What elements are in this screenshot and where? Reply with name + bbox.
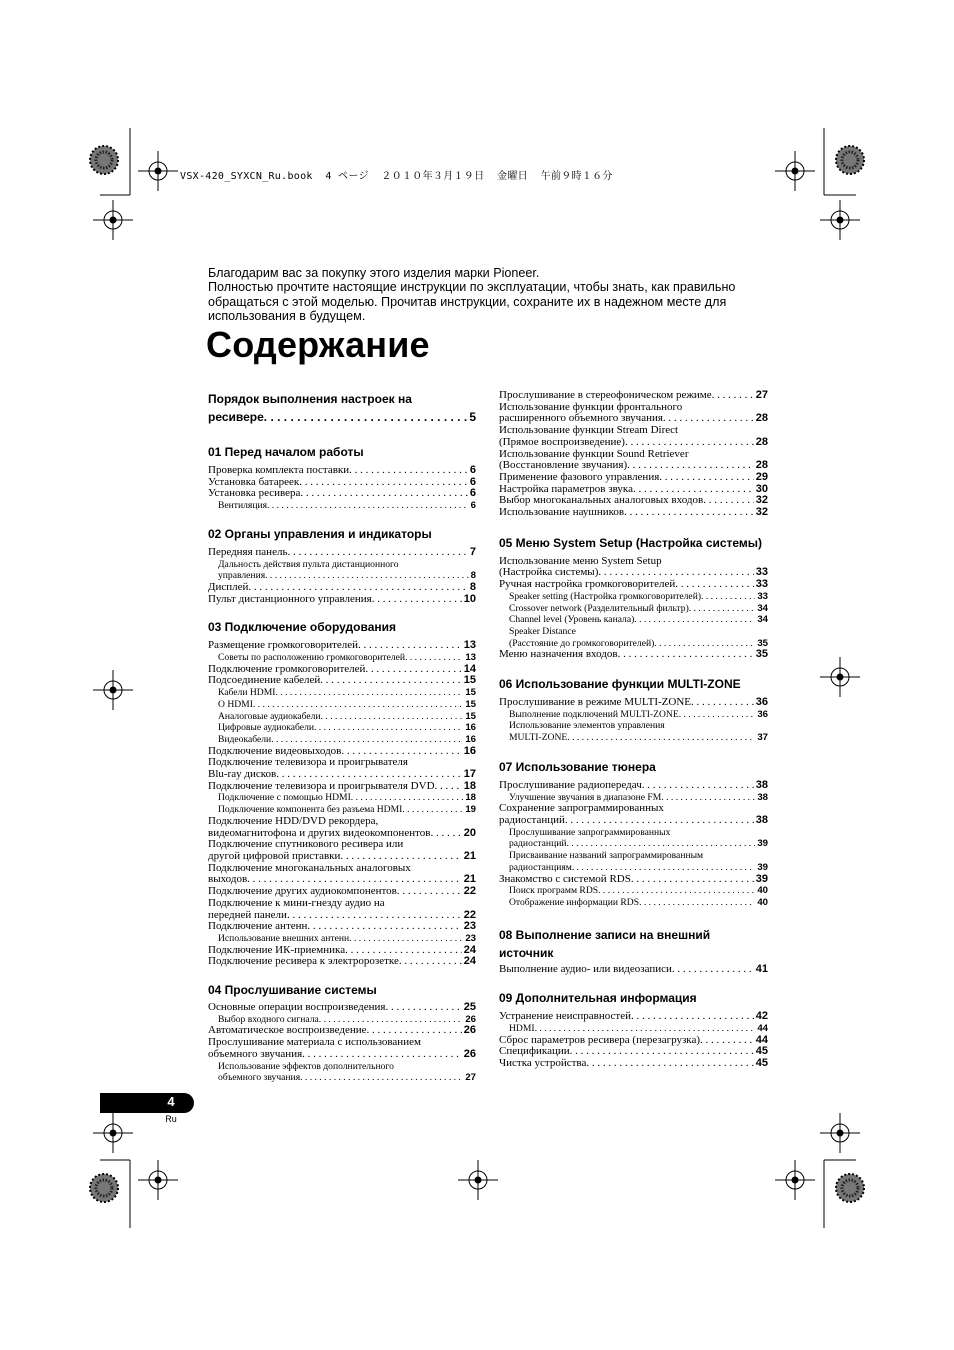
section-title-06: 06 Использование функции MULTI-ZONE xyxy=(499,677,741,692)
section-title-09: 09 Дополнительная информация xyxy=(499,991,697,1006)
toc-entry[interactable]: Меню назначения входов . . . 35 xyxy=(499,649,768,661)
toc-entry[interactable]: Подключение антенн . . . 23 xyxy=(208,921,476,933)
toc-subentry[interactable]: Channel level (Уровень канала) . . . 34 xyxy=(499,614,768,626)
section-title-08: 08 Выполнение записи на внешний xyxy=(499,927,711,942)
toc-entry[interactable]: Подключение громкоговорителей . . . 14 xyxy=(208,664,476,676)
toc-subentry[interactable]: Crossover network (Разделительный фильтр) . . . 34 xyxy=(499,603,768,615)
crosshair-icon xyxy=(93,1113,133,1153)
toc-entry[interactable]: Дисплей . . . 8 xyxy=(208,582,476,594)
registration-dial-icon xyxy=(90,146,118,174)
registration-dial-icon xyxy=(90,1174,118,1202)
toc-subentry[interactable]: Аналоговые аудиокабели . . . 15 xyxy=(208,711,476,723)
toc-entry[interactable]: объемного звучания . . . 26 xyxy=(208,1049,476,1061)
toc-entry[interactable]: Размещение громкоговорителей . . . 13 xyxy=(208,640,476,652)
toc-lead-title: Порядок выполнения настроек на xyxy=(208,392,412,406)
toc-entry[interactable]: (Настройка системы) . . . 33 xyxy=(499,567,768,579)
section-title-01: 01 Перед началом работы xyxy=(208,445,364,459)
section-title-05: 05 Меню System Setup (Настройка системы) xyxy=(499,535,763,550)
toc-entry[interactable]: Установка батареек . . . 6 xyxy=(208,477,476,489)
crosshair-icon xyxy=(93,200,133,240)
toc-subentry[interactable]: Выполнение подключений MULTI-ZONE . . . 36 xyxy=(499,709,768,721)
toc-entry[interactable]: Прослушивание в режиме MULTI-ZONE . . . 36 xyxy=(499,697,768,709)
section-title-02: 02 Органы управления и индикаторы xyxy=(208,526,432,541)
toc-entry[interactable]: Настройка параметров звука . . . 30 xyxy=(499,484,768,496)
toc-entry[interactable]: Установка ресивера . . . 6 xyxy=(208,488,476,500)
toc-entry[interactable]: Выполнение аудио- или видеозаписи . . . 41 xyxy=(499,964,768,976)
section-title-08-cont: источник xyxy=(499,945,554,960)
crosshair-icon xyxy=(458,1160,498,1200)
toc-entry[interactable]: Подсоединение кабелей . . . 15 xyxy=(208,675,476,687)
toc-subentry[interactable]: О HDMI . . . 15 xyxy=(208,699,476,711)
toc-subentry[interactable]: Вентиляция . . . 6 xyxy=(208,500,476,512)
crosshair-icon xyxy=(138,1160,178,1200)
toc-lead-entry[interactable]: ресивере . . . 5 xyxy=(208,408,476,426)
toc-subentry[interactable]: Выбор входного сигнала . . . 26 xyxy=(208,1014,476,1026)
page-language: Ru xyxy=(165,1114,177,1124)
toc-entry[interactable]: Прослушивание радиопередач . . . 38 xyxy=(499,780,768,792)
toc-entry[interactable]: Blu-ray дисков . . . 17 xyxy=(208,769,476,781)
toc-entry[interactable]: Выбор многоканальных аналоговых входов . . . 32 xyxy=(499,495,768,507)
toc-subentry[interactable]: Подключение компонента без разъема HDMI . . . 19 xyxy=(208,804,476,816)
section-title-07: 07 Использование тюнера xyxy=(499,759,656,774)
crosshair-icon xyxy=(138,151,178,191)
toc-subentry[interactable]: Видеокабели . . . 16 xyxy=(208,734,476,746)
crosshair-icon xyxy=(775,1160,815,1200)
crosshair-icon xyxy=(775,151,815,191)
crosshair-icon xyxy=(820,657,860,697)
section-title-03: 03 Подключение оборудования xyxy=(208,620,397,635)
toc-entry[interactable]: Подключение других аудиокомпонентов . . . 22 xyxy=(208,886,476,898)
toc-entry[interactable]: передней панели . . . 22 xyxy=(208,910,476,922)
toc-entry[interactable]: Использование наушников . . . 32 xyxy=(499,507,768,519)
toc-entry[interactable]: расширенного объемного звучания . . . 28 xyxy=(499,413,768,425)
registration-dial-icon xyxy=(836,1174,864,1202)
toc-entry[interactable]: Применение фазового управления . . . 29 xyxy=(499,472,768,484)
page-number: 4 xyxy=(167,1094,175,1109)
toc-subentry[interactable]: Поиск программ RDS . . . 40 xyxy=(499,885,768,897)
toc-subentry[interactable]: Подключение с помощью HDMI . . . 18 xyxy=(208,792,476,804)
toc-subentry[interactable]: управления . . . 8 xyxy=(208,570,476,582)
toc-entry[interactable]: (Прямое воспроизведение) . . . 28 xyxy=(499,437,768,449)
toc-subentry[interactable]: объемного звучания . . . 27 xyxy=(208,1072,476,1084)
toc-subentry[interactable]: (Расстояние до громкоговорителей) . . . 35 xyxy=(499,638,768,650)
toc-entry[interactable]: радиостанций . . . 38 xyxy=(499,815,768,827)
intro-text: Благодарим вас за покупку этого изделия марки Pioneer. Полностью прочтите настоящие инструкции по эксплуатации, чтобы знать, как правильно обращаться с этой моделью. Прочитав инструкции, сохраните их в надежном месте для использования в будущем. xyxy=(208,266,736,324)
toc-subentry[interactable]: Кабели HDMI . . . 15 xyxy=(208,687,476,699)
crosshair-icon xyxy=(820,200,860,240)
crosshair-icon xyxy=(820,1113,860,1153)
toc-entry[interactable]: Подключение телевизора и проигрывателя DVD . . . 18 xyxy=(208,781,476,793)
toc-entry[interactable]: выходов . . . 21 xyxy=(208,874,476,886)
toc-entry[interactable]: Подключение ИК-приемника . . . 24 xyxy=(208,945,476,957)
toc-entry[interactable]: Ручная настройка громкоговорителей . . . 33 xyxy=(499,579,768,591)
toc-entry[interactable]: видеомагнитофона и других видеокомпонентов . . . 20 xyxy=(208,828,476,840)
toc-entry[interactable]: Пульт дистанционного управления . . . 10 xyxy=(208,594,476,606)
toc-entry[interactable]: Чистка устройства . . . 45 xyxy=(499,1058,768,1070)
toc-column-right: Прослушивание в стереофоническом режиме . . . 27 Использование функции фронтального расширенного объемного звучания . . . 28 Использование функции Stream Direct (Прямое воспроизведение) . . . 28 Использование функции Sound Retriever (Восстановление звучания) . . . 28 Применение фазового управления . . . 29 Настройка параметров звука . . . 30 Выбор многоканальных аналоговых входов . . . 32 Использование наушников . . . 32 05 Меню System Setup (Настройка системы) Использование меню System Setup (Настройка системы) . . . 33 Ручная настройка громкоговорителей . . . 33 Speaker setting (Настройка громкоговорителей) . . . 33 Crossover network (Разделительный фильтр) . . . 34 Channel level (Уровень канала) . . . 34 Speaker Distance (Расстояние до громкоговорителей) . . . 35 Меню назначения входов . . . 35 06 Использование функции MULTI-ZONE Прослушивание в режиме MULTI-ZONE . . . 36 Выполнение подключений MULTI-ZONE . . . 36 Использование элементов управления MULTI-ZONE . . . 37 07 Использование тюнера Прослушивание радиопередач . . . 38 Улучшение звучания в диапазоне FM . . . 38 Сохранение запрограммированных радиостанций . . . 38 Прослушивание запрограммированных радиостанций . . . 39 Присваивание названий запрограммированным радиостанциям . . . 39 Знакомство с системой RDS . . . 39 Поиск программ RDS . . . 40 Отображение информации RDS . . . 40 08 Выполнение записи на внешний источник Выполнение аудио- или видеозаписи . . . 41 09 Дополнительная информация Устранение неисправностей . . . 42 HDMI . . . 44 Сброс параметров ресивера (перезагрузка) . . . 44 Спецификации . . . 45 Чистка устройства . . . 45 xyxy=(499,390,768,1070)
toc-entry[interactable]: другой цифровой приставки . . . 21 xyxy=(208,851,476,863)
toc-entry[interactable]: Сброс параметров ресивера (перезагрузка) . . . 44 xyxy=(499,1035,768,1047)
toc-subentry[interactable]: HDMI . . . 44 xyxy=(499,1023,768,1035)
toc-entry[interactable]: Прослушивание в стереофоническом режиме . . . 27 xyxy=(499,390,768,402)
toc-subentry[interactable]: Советы по расположению громкоговорителей . . . 13 xyxy=(208,652,476,664)
toc-entry[interactable]: Подключение видеовыходов . . . 16 xyxy=(208,746,476,758)
print-header: VSX-420_SYXCN_Ru.book 4 ページ ２０１０年３月１９日 金曜日 午前９時１６分 xyxy=(180,171,613,182)
toc-subentry[interactable]: Цифровые аудиокабели . . . 16 xyxy=(208,722,476,734)
crosshair-icon xyxy=(93,670,133,710)
toc-subentry[interactable]: Отображение информации RDS . . . 40 xyxy=(499,897,768,909)
page-title: Содержание xyxy=(206,324,430,365)
toc-entry[interactable]: Подключение ресивера к электророзетке . . . 24 xyxy=(208,956,476,968)
toc-column-left: Порядок выполнения настроек на ресивере . . . 5 01 Перед началом работы Проверка комплекта поставки . . . 6 Установка батареек . . . 6 Установка ресивера . . . 6 Вентиляция . . . 6 02 Органы управления и индикаторы Передняя панель . . . 7 Дальность действия пульта дистанционного управления . . . 8 Дисплей . . . 8 Пульт дистанционного управления . . . 10 03 Подключение оборудования Размещение громкоговорителей . . . 13 Советы по расположению громкоговорителей . . . 13 Подключение громкоговорителей . . . 14 Подсоединение кабелей . . . 15 Кабели HDMI . . . 15 О HDMI . . . 15 Аналоговые аудиокабели . . . 15 Цифровые аудиокабели . . . 16 Видеокабели . . . 16 Подключение видеовыходов . . . 16 Подключение телевизора и проигрывателя Blu-ray дисков . . . 17 Подключение телевизора и проигрывателя DVD . . . 18 Подключение с помощью HDMI . . . 18 Подключение компонента без разъема HDMI . . . 19 Подключение HDD/DVD рекордера, видеомагнитофона и других видеокомпонентов . . . 20 Подключение спутникового ресивера или другой цифровой приставки . . . 21 Подключение многоканальных аналоговых выходов . . . 21 Подключение других аудиокомпонентов . . . 22 Подключение к мини-гнезду аудио на передней панели . . . 22 Подключение антенн . . . 23 Использование внешних антенн . . . 23 Подключение ИК-приемника . . . 24 Подключение ресивера к электророзетке . . . 24 04 Прослушивание системы Основные операции воспроизведения . . . 25 Выбор входного сигнала . . . 26 Автоматическое воспроизведение . . . 26 Прослушивание материала с использованием объемного звучания . . . 26 Использование эффектов дополнительного объемного звучания . . . 27 xyxy=(208,390,476,1084)
toc-entry[interactable]: Проверка комплекта поставки . . . 6 xyxy=(208,465,476,477)
toc-entry[interactable]: Основные операции воспроизведения . . . 25 xyxy=(208,1002,476,1014)
toc-entry[interactable]: Знакомство с системой RDS . . . 39 xyxy=(499,874,768,886)
toc-subentry[interactable]: Улучшение звучания в диапазоне FM . . . 38 xyxy=(499,792,768,804)
toc-subentry[interactable]: радиостанциям . . . 39 xyxy=(499,862,768,874)
toc-entry[interactable]: Спецификации . . . 45 xyxy=(499,1046,768,1058)
toc-entry[interactable]: Передняя панель . . . 7 xyxy=(208,547,476,559)
toc-entry[interactable]: (Восстановление звучания) . . . 28 xyxy=(499,460,768,472)
toc-entry[interactable]: Устранение неисправностей . . . 42 xyxy=(499,1011,768,1023)
toc-subentry[interactable]: Speaker setting (Настройка громкоговорителей) . . . 33 xyxy=(499,591,768,603)
toc-entry[interactable]: Автоматическое воспроизведение . . . 26 xyxy=(208,1025,476,1037)
toc-subentry[interactable]: радиостанций . . . 39 xyxy=(499,838,768,850)
toc-subentry[interactable]: MULTI-ZONE . . . 37 xyxy=(499,732,768,744)
registration-dial-icon xyxy=(836,146,864,174)
section-title-04: 04 Прослушивание системы xyxy=(208,983,377,998)
toc-subentry[interactable]: Использование внешних антенн . . . 23 xyxy=(208,933,476,945)
